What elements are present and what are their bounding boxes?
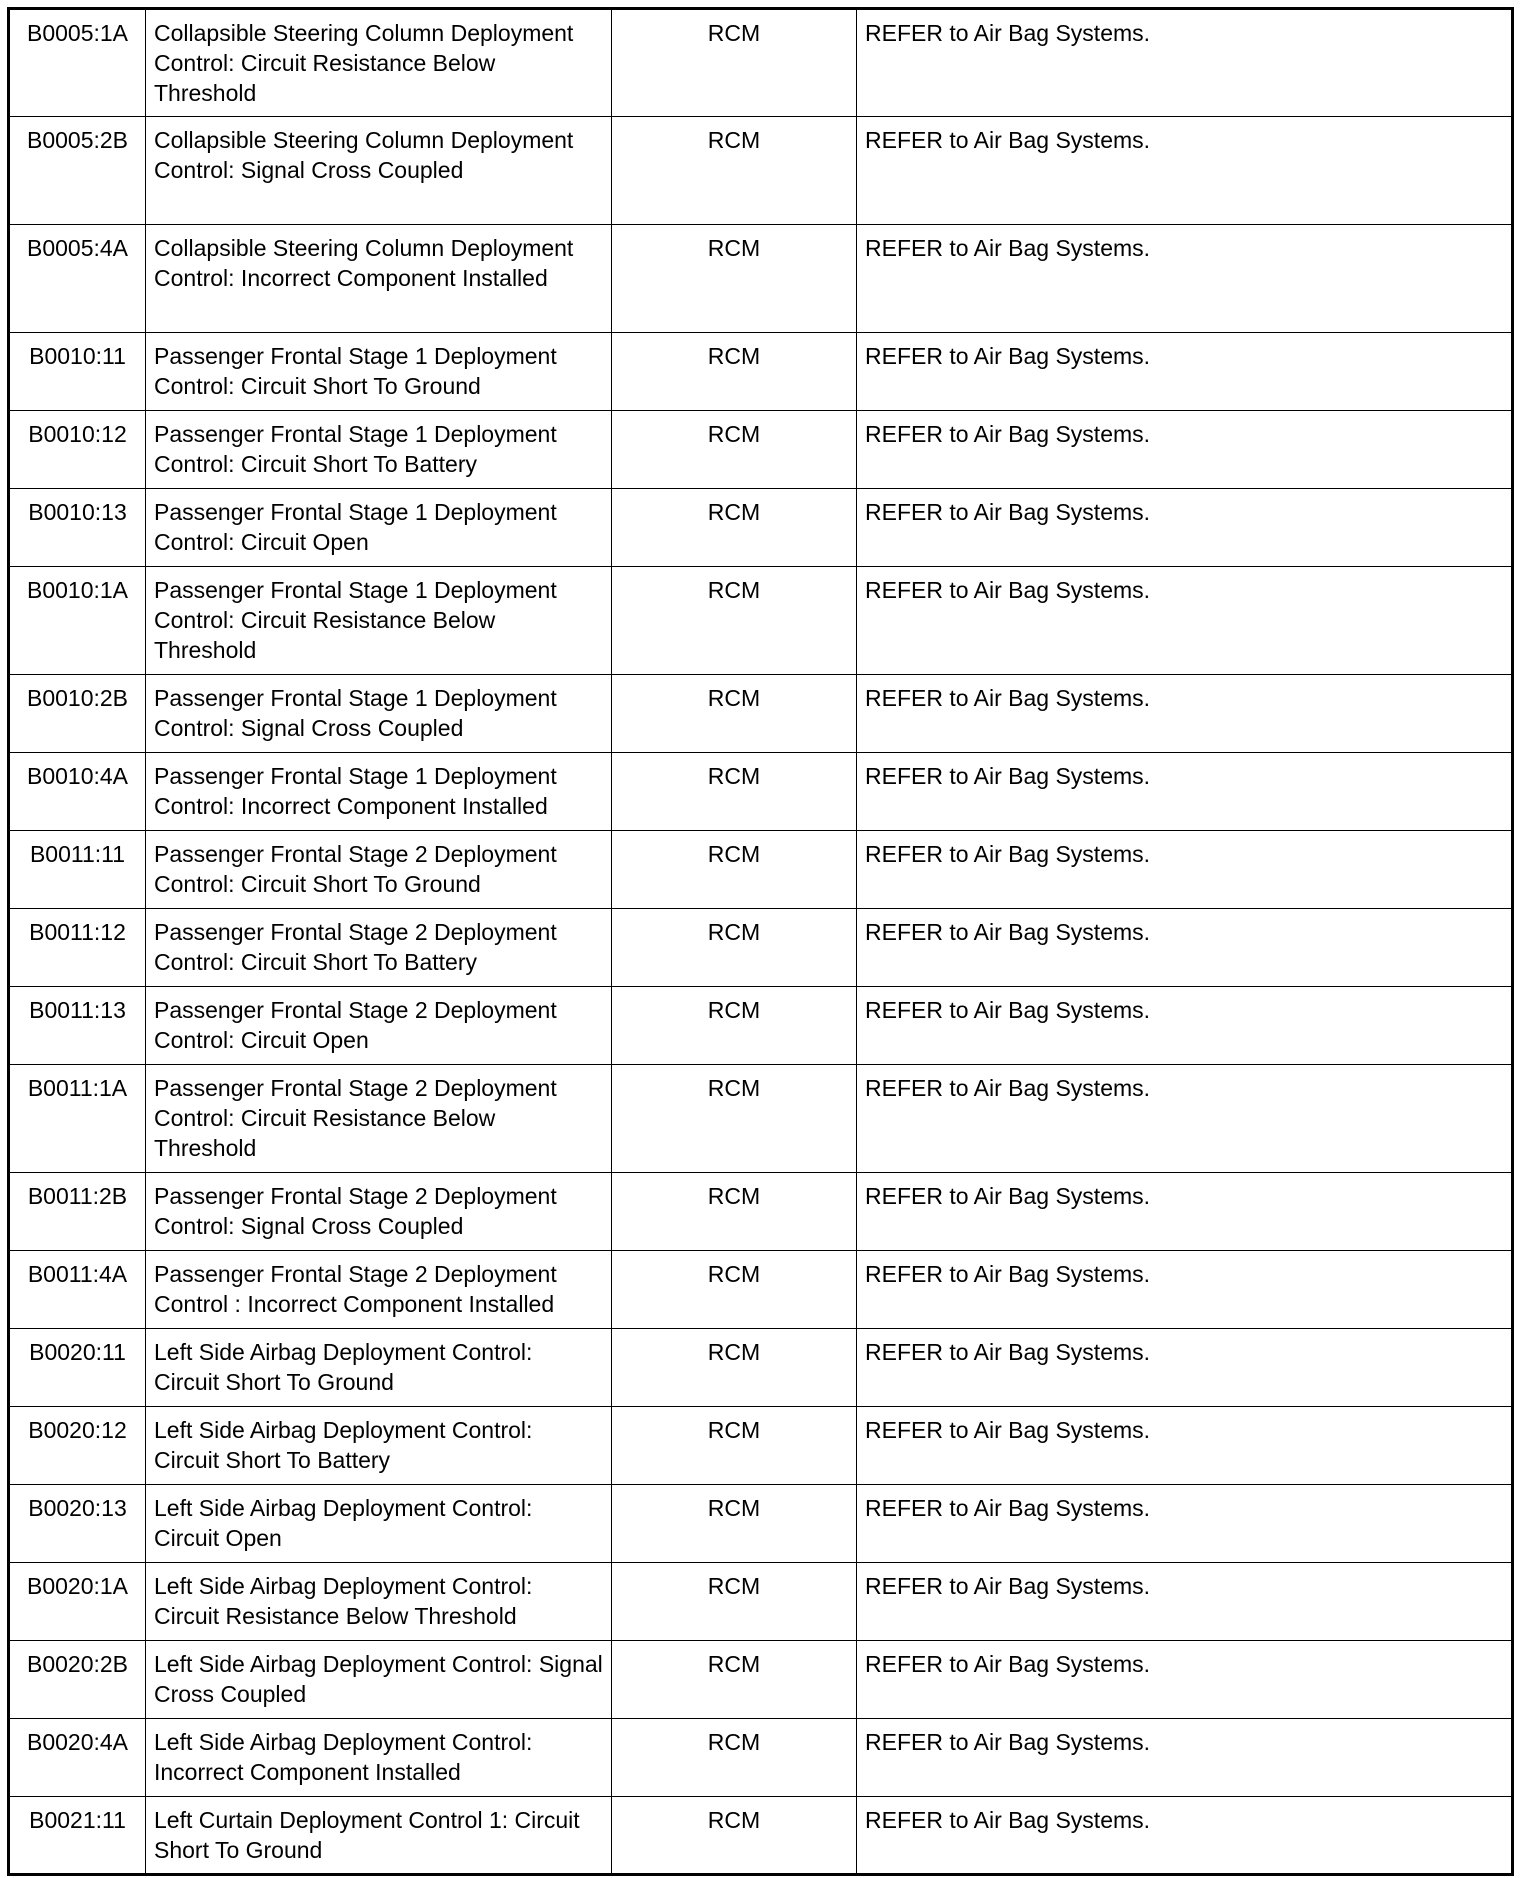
module-cell: RCM (612, 753, 857, 831)
dtc-code-cell: B0020:4A (9, 1719, 146, 1797)
dtc-description-cell: Passenger Frontal Stage 2 Deployment Control: Circuit Resistance Below Threshold (146, 1065, 612, 1173)
module-cell: RCM (612, 1485, 857, 1563)
dtc-code-cell: B0010:13 (9, 489, 146, 567)
action-cell: REFER to Air Bag Systems. (857, 675, 1513, 753)
table-row (9, 1485, 1513, 1563)
action-cell: REFER to Air Bag Systems. (857, 1065, 1513, 1173)
dtc-code-cell: B0010:4A (9, 753, 146, 831)
module-cell: RCM (612, 1407, 857, 1485)
dtc-code-cell: B0011:4A (9, 1251, 146, 1329)
table-row (9, 225, 1513, 333)
dtc-description-cell: Left Side Airbag Deployment Control: Circuit Open (146, 1485, 612, 1563)
action-cell: REFER to Air Bag Systems. (857, 411, 1513, 489)
module-cell: RCM (612, 1329, 857, 1407)
dtc-code-cell: B0011:13 (9, 987, 146, 1065)
module-cell: RCM (612, 333, 857, 411)
table-row (9, 411, 1513, 489)
dtc-description-cell: Passenger Frontal Stage 1 Deployment Control: Incorrect Component Installed (146, 753, 612, 831)
dtc-code-cell: B0011:1A (9, 1065, 146, 1173)
module-cell: RCM (612, 909, 857, 987)
dtc-description-cell: Left Side Airbag Deployment Control: Incorrect Component Installed (146, 1719, 612, 1797)
action-cell: REFER to Air Bag Systems. (857, 1719, 1513, 1797)
module-cell: RCM (612, 1173, 857, 1251)
dtc-description-cell: Collapsible Steering Column Deployment Control: Signal Cross Coupled (146, 117, 612, 225)
module-cell: RCM (612, 1563, 857, 1641)
module-cell: RCM (612, 1719, 857, 1797)
dtc-description-cell: Passenger Frontal Stage 1 Deployment Control: Signal Cross Coupled (146, 675, 612, 753)
action-cell: REFER to Air Bag Systems. (857, 1641, 1513, 1719)
table-row (9, 1563, 1513, 1641)
module-cell: RCM (612, 1251, 857, 1329)
dtc-code-cell: B0010:1A (9, 567, 146, 675)
table-row (9, 1329, 1513, 1407)
table-row (9, 489, 1513, 567)
module-cell: RCM (612, 1641, 857, 1719)
table-row (9, 1251, 1513, 1329)
dtc-description-cell: Passenger Frontal Stage 2 Deployment Control: Circuit Open (146, 987, 612, 1065)
action-cell: REFER to Air Bag Systems. (857, 225, 1513, 333)
action-cell: REFER to Air Bag Systems. (857, 1173, 1513, 1251)
dtc-code-cell: B0011:2B (9, 1173, 146, 1251)
dtc-code-cell: B0021:11 (9, 1797, 146, 1875)
table-row (9, 1173, 1513, 1251)
action-cell: REFER to Air Bag Systems. (857, 1329, 1513, 1407)
dtc-table (7, 7, 1514, 1876)
module-cell: RCM (612, 987, 857, 1065)
table-row (9, 909, 1513, 987)
action-cell: REFER to Air Bag Systems. (857, 1251, 1513, 1329)
dtc-description-cell: Passenger Frontal Stage 1 Deployment Control: Circuit Short To Battery (146, 411, 612, 489)
dtc-code-cell: B0005:2B (9, 117, 146, 225)
dtc-code-cell: B0020:13 (9, 1485, 146, 1563)
dtc-code-cell: B0005:4A (9, 225, 146, 333)
dtc-code-cell: B0010:2B (9, 675, 146, 753)
module-cell: RCM (612, 831, 857, 909)
action-cell: REFER to Air Bag Systems. (857, 1407, 1513, 1485)
dtc-description-cell: Passenger Frontal Stage 2 Deployment Control: Circuit Short To Ground (146, 831, 612, 909)
action-cell: REFER to Air Bag Systems. (857, 567, 1513, 675)
table-row (9, 987, 1513, 1065)
action-cell: REFER to Air Bag Systems. (857, 831, 1513, 909)
action-cell: REFER to Air Bag Systems. (857, 333, 1513, 411)
action-cell: REFER to Air Bag Systems. (857, 1797, 1513, 1875)
table-row (9, 753, 1513, 831)
module-cell: RCM (612, 117, 857, 225)
dtc-code-cell: B0011:12 (9, 909, 146, 987)
action-cell: REFER to Air Bag Systems. (857, 1563, 1513, 1641)
table-row (9, 1065, 1513, 1173)
dtc-code-cell: B0011:11 (9, 831, 146, 909)
action-cell: REFER to Air Bag Systems. (857, 9, 1513, 117)
dtc-code-cell: B0010:12 (9, 411, 146, 489)
dtc-description-cell: Left Side Airbag Deployment Control: Circuit Short To Ground (146, 1329, 612, 1407)
dtc-description-cell: Left Curtain Deployment Control 1: Circuit Short To Ground (146, 1797, 612, 1875)
action-cell: REFER to Air Bag Systems. (857, 1485, 1513, 1563)
dtc-description-cell: Passenger Frontal Stage 1 Deployment Control: Circuit Open (146, 489, 612, 567)
module-cell: RCM (612, 675, 857, 753)
dtc-description-cell: Passenger Frontal Stage 2 Deployment Control: Circuit Short To Battery (146, 909, 612, 987)
dtc-description-cell: Collapsible Steering Column Deployment Control: Incorrect Component Installed (146, 225, 612, 333)
dtc-description-cell: Left Side Airbag Deployment Control: Circuit Short To Battery (146, 1407, 612, 1485)
dtc-code-cell: B0020:2B (9, 1641, 146, 1719)
dtc-description-cell: Passenger Frontal Stage 1 Deployment Control: Circuit Short To Ground (146, 333, 612, 411)
module-cell: RCM (612, 1065, 857, 1173)
table-row (9, 831, 1513, 909)
action-cell: REFER to Air Bag Systems. (857, 909, 1513, 987)
dtc-description-cell: Left Side Airbag Deployment Control: Signal Cross Coupled (146, 1641, 612, 1719)
module-cell: RCM (612, 9, 857, 117)
dtc-code-cell: B0020:12 (9, 1407, 146, 1485)
dtc-table-body (9, 9, 1513, 1875)
dtc-code-cell: B0005:1A (9, 9, 146, 117)
module-cell: RCM (612, 1797, 857, 1875)
module-cell: RCM (612, 225, 857, 333)
dtc-code-cell: B0020:11 (9, 1329, 146, 1407)
action-cell: REFER to Air Bag Systems. (857, 117, 1513, 225)
module-cell: RCM (612, 489, 857, 567)
table-row (9, 1797, 1513, 1875)
module-cell: RCM (612, 567, 857, 675)
action-cell: REFER to Air Bag Systems. (857, 987, 1513, 1065)
dtc-code-cell: B0010:11 (9, 333, 146, 411)
table-row (9, 675, 1513, 753)
table-row (9, 9, 1513, 117)
action-cell: REFER to Air Bag Systems. (857, 753, 1513, 831)
action-cell: REFER to Air Bag Systems. (857, 489, 1513, 567)
table-row (9, 1407, 1513, 1485)
dtc-description-cell: Passenger Frontal Stage 2 Deployment Control : Incorrect Component Installed (146, 1251, 612, 1329)
dtc-description-cell: Left Side Airbag Deployment Control: Circuit Resistance Below Threshold (146, 1563, 612, 1641)
dtc-code-cell: B0020:1A (9, 1563, 146, 1641)
table-row (9, 333, 1513, 411)
module-cell: RCM (612, 411, 857, 489)
table-row (9, 117, 1513, 225)
table-row (9, 1719, 1513, 1797)
dtc-description-cell: Passenger Frontal Stage 1 Deployment Control: Circuit Resistance Below Threshold (146, 567, 612, 675)
table-row (9, 567, 1513, 675)
dtc-description-cell: Collapsible Steering Column Deployment Control: Circuit Resistance Below Threshold (146, 9, 612, 117)
dtc-description-cell: Passenger Frontal Stage 2 Deployment Control: Signal Cross Coupled (146, 1173, 612, 1251)
table-row (9, 1641, 1513, 1719)
